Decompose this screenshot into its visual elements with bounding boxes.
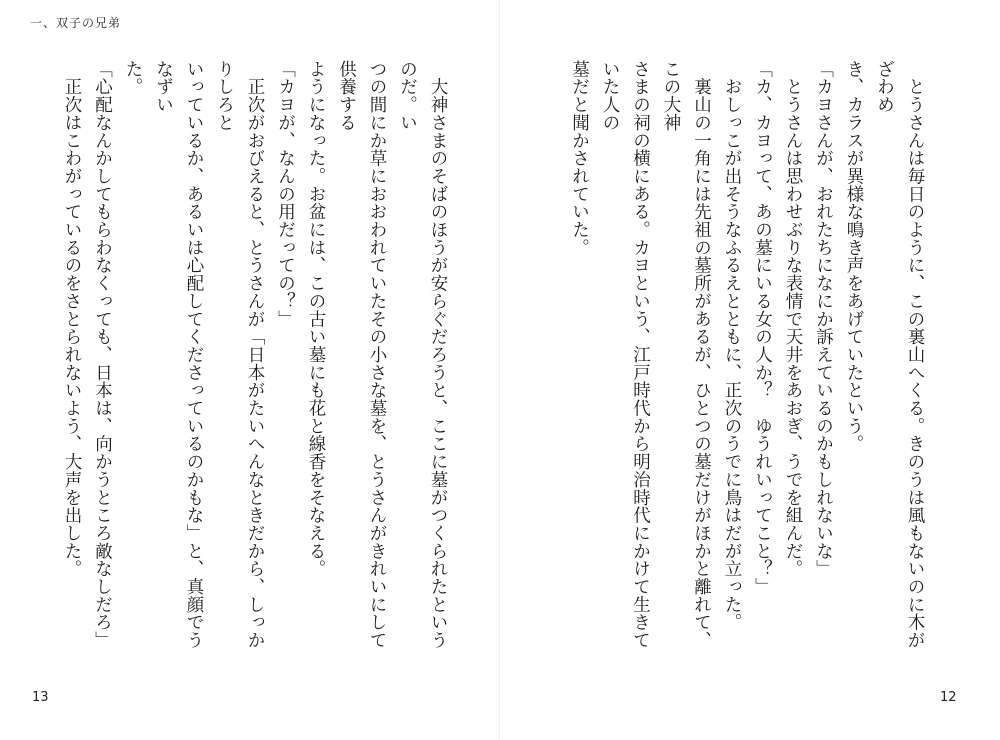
text-line: [560, 60, 564, 660]
chapter-header: 一、双子の兄弟: [30, 16, 122, 30]
text-line: 「カヨが、なんの用だっての？」: [275, 60, 296, 328]
page-right-text: [560, 60, 930, 660]
text-line: ようになった。お盆には、この古い墓にも花と線香をそなえる。: [306, 60, 326, 578]
text-line: た。: [123, 60, 143, 96]
text-line: 墓だと聞かされていた。: [569, 60, 590, 257]
text-line: いっているか、あるいは心配してくださっているのかもな」と、真顔でうなずい: [153, 60, 204, 650]
text-line: おしっこが出そうなふるえとともに、正次のうでに鳥はだが立った。: [722, 60, 742, 632]
text-line: つの間にか草におおわれていたその小さな墓を、とうさんがきれいにして供養する: [336, 60, 387, 650]
text-line: 正次はこわがっているのをさとられないよう、大声を出した。: [62, 60, 82, 578]
page-number-right: 12: [940, 690, 957, 705]
text-line: 正次がおびえると、とうさんが「日本がたいへんなときだから、しっかりしろと: [214, 60, 265, 650]
text-line: 裏山の一角には先祖の墓所があるが、ひとつの墓だけがほかと離れて、この大神: [661, 60, 712, 650]
page-left-text: [58, 60, 453, 660]
text-line: 大神さまのそばのほうが安らぐだろうと、ここに墓がつくられたというのだ。い: [397, 60, 448, 650]
text-line: き、カラスが異様な鳴き声をあげていたという。: [844, 60, 864, 453]
text-line: とうさんは思わせぶりな表情で天井をあおぎ、うでを組んだ。: [783, 60, 803, 578]
text-line: 「心配なんかしてもらわなくっても、日本は、向かうところ敵なしだろ」: [92, 60, 113, 650]
text-line: さまの祠の横にある。カヨという、江戸時代から明治時代にかけて生きていた人の: [600, 60, 651, 650]
page-gutter: [499, 0, 500, 740]
text-line: とうさんは毎日のように、この裏山へくる。きのうは風もないのに木がざわめ: [874, 60, 925, 650]
text-line: 「カヨさんが、おれたちになにか訴えているのかもしれないな」: [813, 60, 834, 578]
text-line: 「カ、カヨって、あの墓にいる女の人か？ ゆうれいってこと？」: [752, 60, 773, 596]
page-number-left: 13: [32, 690, 49, 705]
